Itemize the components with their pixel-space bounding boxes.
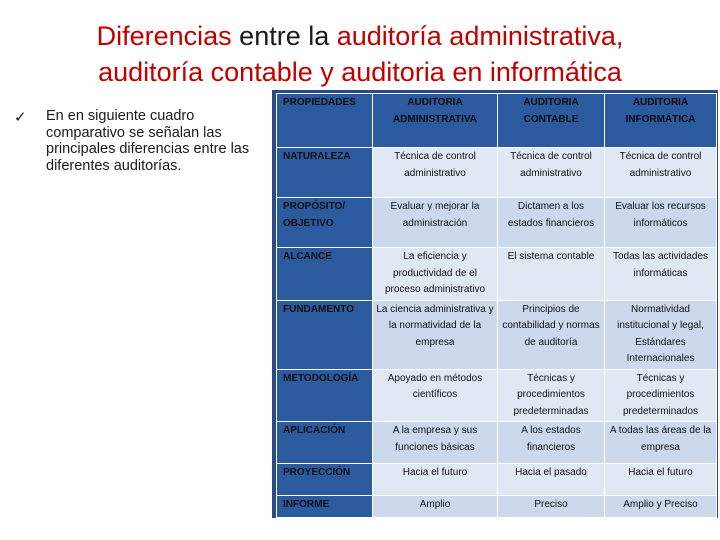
table-cell: Técnica de control administrativo bbox=[373, 148, 498, 198]
header-propiedades: PROPIEDADES bbox=[277, 94, 373, 148]
table-cell: Hacia el futuro bbox=[605, 464, 717, 496]
table-cell: A la empresa y sus funciones básicas bbox=[373, 422, 498, 464]
row-label: FUNDAMENTO bbox=[277, 300, 373, 369]
table-row bbox=[277, 300, 717, 369]
table-cell: A los estados financieros bbox=[498, 422, 605, 464]
table-cell: Preciso bbox=[498, 496, 605, 518]
table-cell: Normatividad institucional y legal, Estándares Internacionales bbox=[605, 300, 717, 369]
intro-bullet bbox=[14, 108, 264, 174]
table-cell: Hacia el futuro bbox=[373, 464, 498, 496]
table-cell: Evaluar y mejorar la administración bbox=[373, 198, 498, 248]
row-label: NATURALEZA bbox=[277, 148, 373, 198]
table-cell: Amplio y Preciso bbox=[605, 496, 717, 518]
table-row bbox=[277, 496, 717, 518]
title-connector: entre la bbox=[231, 21, 337, 51]
table-cell: La ciencia administrativa y la normatividad de la empresa bbox=[373, 300, 498, 369]
slide-title bbox=[0, 18, 720, 90]
row-label: PROPÓSITO/ OBJETIVO bbox=[277, 198, 373, 248]
table-cell: Principios de contabilidad y normas de auditoría bbox=[498, 300, 605, 369]
row-label: PROYECCIÓN bbox=[277, 464, 373, 496]
table-row bbox=[277, 464, 717, 496]
checkmark-icon: ✓ bbox=[14, 109, 27, 126]
table-cell: Técnica de control administrativo bbox=[605, 148, 717, 198]
table-cell: El sistema contable bbox=[498, 248, 605, 301]
header-informatica: AUDITORIA INFORMÁTICA bbox=[605, 94, 717, 148]
title-line-1 bbox=[0, 18, 720, 54]
table-row bbox=[277, 248, 717, 301]
title-line-2: auditoría contable y auditoria en informática bbox=[98, 57, 622, 87]
comparison-table-frame bbox=[272, 90, 718, 518]
table-row bbox=[277, 148, 717, 198]
table-cell: Hacia el pasado bbox=[498, 464, 605, 496]
table-cell: La eficiencia y productividad de el proceso administrativo bbox=[373, 248, 498, 301]
table-cell: A todas las áreas de la empresa bbox=[605, 422, 717, 464]
table-header-row bbox=[277, 94, 717, 148]
table-cell: Evaluar los recursos informáticos bbox=[605, 198, 717, 248]
table-row bbox=[277, 198, 717, 248]
table-cell: Apoyado en métodos científicos bbox=[373, 369, 498, 422]
header-administrativa: AUDITORIA ADMINISTRATIVA bbox=[373, 94, 498, 148]
table-row bbox=[277, 422, 717, 464]
table-cell: Amplio bbox=[373, 496, 498, 518]
table-cell: Todas las actividades informáticas bbox=[605, 248, 717, 301]
table-row bbox=[277, 369, 717, 422]
row-label: METODOLOGÍA bbox=[277, 369, 373, 422]
table-cell: Técnica de control administrativo bbox=[498, 148, 605, 198]
intro-text: En en siguiente cuadro comparativo se señalan las principales diferencias entre las diferentes auditorías. bbox=[46, 108, 250, 174]
table-cell: Técnicas y procedimientos predeterminadas bbox=[498, 369, 605, 422]
title-admin-audit: auditoría administrativa, bbox=[336, 21, 624, 51]
table-cell: Técnicas y procedimientos predeterminados bbox=[605, 369, 717, 422]
table-cell: Dictamen a los estados financieros bbox=[498, 198, 605, 248]
row-label: INFORME bbox=[277, 496, 373, 518]
row-label: APLICACIÓN bbox=[277, 422, 373, 464]
row-label: ALCANCE bbox=[277, 248, 373, 301]
title-word-diferencias: Diferencias bbox=[96, 21, 232, 51]
comparison-table bbox=[276, 93, 717, 518]
header-contable: AUDITORIA CONTABLE bbox=[498, 94, 605, 148]
